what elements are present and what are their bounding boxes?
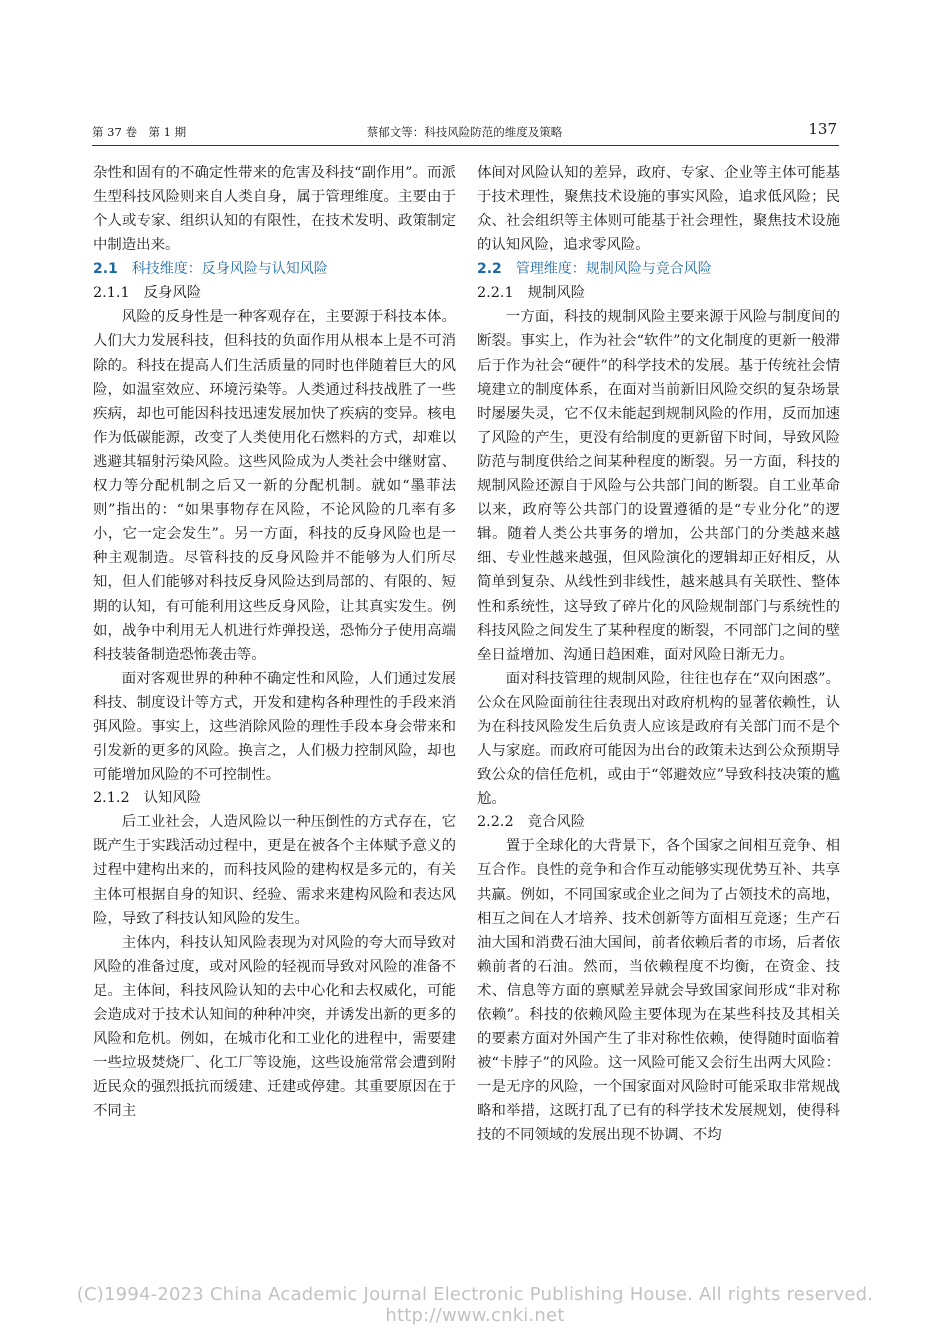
- subsection-number: 2.1.1: [93, 285, 130, 302]
- paragraph: 面对客观世界的种种不确定性和风险，人们通过发展科技、制度设计等方式，开发和建构各种理性的手段来消弭风险。事实上，这些消除风险的理性手段本身会带来和引发新的更多的风险。换言之，人们极力控制风险，却也可能增加风险的不可控制性。: [93, 670, 456, 784]
- page-header: [92, 122, 837, 142]
- left-column: [93, 161, 456, 1123]
- subsection-number: 2.1.2: [93, 790, 130, 807]
- subsection-number: 2.2.1: [477, 285, 514, 302]
- right-column: [477, 161, 840, 1148]
- volume-issue: 第 37 卷 第 1 期: [92, 125, 187, 139]
- subsection-heading-2-2-1: [477, 282, 840, 305]
- subsection-title: 认知风险: [143, 790, 202, 807]
- paragraph: 置于全球化的大背景下，各个国家之间相互竞争、相互合作。良性的竞争和合作互动能够实现优势互补、共享共赢。例如，不同国家或企业之间为了占领技术的高地，相互之间在人才培养、技术创新等方面相互竞逐；生产石油大国和消费石油大国间，前者依赖后者的市场，后者依赖前者的石油。然而，当依赖程度不均衡，在资金、技术、信息等方面的禀赋差异就会导致国家间形成“非对称依赖”。科技的依赖风险主要体现为在某些科技及其相关的要素方面对外国产生了非对称性依赖，使得随时面临着被“卡脖子”的风险。这一风险可能又会衍生出两大风险：一是无序的风险，一个国家面对风险时可能采取非常规战略和举措，这既打乱了已有的科学技术发展规划，使得科技的不同领域的发展出现不协调、不均: [477, 838, 840, 1144]
- subsection-number: 2.2.2: [477, 814, 514, 831]
- subsection-title: 规制风险: [527, 285, 586, 302]
- section-heading-2-2: [477, 257, 840, 282]
- page-number: 137: [808, 120, 837, 138]
- subsection-title: 竞合风险: [527, 814, 586, 831]
- paragraph: 一方面，科技的规制风险主要来源于风险与制度间的断裂。事实上，作为社会“软件”的文化制度的更新一般滞后于作为社会“硬件”的科学技术的发展。基于传统社会情境建立的制度体系，在面对当前新旧风险交织的复杂场景时屡屡失灵，它不仅未能起到规制风险的作用，反而加速了风险的产生，更没有给制度的更新留下时间，导致风险防范与制度供给之间某种程度的断裂。另一方面，科技的规制风险还源自于风险与公共部门间的断裂。自工业革命以来，政府等公共部门的设置遵循的是“专业分化”的逻辑。随着人类公共事务的增加，公共部门的分类越来越细、专业性越来越强，但风险演化的逻辑却正好相反，从简单到复杂、从线性到非线性，越来越具有关联性、整体性和系统性，这导致了碎片化的风险规制部门与系统性的科技风险之间发生了某种程度的断裂，不同部门之间的壁垒日益增加、沟通日趋困难，面对风险日渐无力。: [477, 309, 840, 663]
- paragraph: 主体内，科技认知风险表现为对风险的夸大而导致对风险的准备过度，或对风险的轻视而导致对风险的准备不足。主体间，科技风险认知的去中心化和去权威化，可能会造成对于技术认知间的种种冲突，并诱发出新的更多的风险和危机。例如，在城市化和工业化的进程中，需要建一些垃圾焚烧厂、化工厂等设施，这些设施常常会遭到附近民众的强烈抵抗而缓建、迁建或停建。其重要原因在于不同主: [93, 934, 456, 1120]
- paragraph: 后工业社会，人造风险以一种压倒性的方式存在，它既产生于实践活动过程中，更是在被各个主体赋予意义的过程中建构出来的，而科技风险的建构权是多元的，有关主体可根据自身的知识、经验、需求来建构风险和表达风险，导致了科技认知风险的发生。: [93, 814, 456, 927]
- subsection-heading-2-1-2: [93, 787, 456, 810]
- paragraph: 杂性和固有的不确定性带来的危害及科技“副作用”。而派生型科技风险则来自人类自身，属于管理维度。主要由于个人或专家、组织认知的有限性，在技术发明、政策制定中制造出来。: [93, 165, 456, 254]
- section-number: 2.1: [93, 261, 118, 278]
- copyright-watermark: (C)1994-2023 China Academic Journal Electronic Publishing House. All rights reserved. http://www.cnki.net: [76, 1284, 874, 1326]
- running-title: 蔡郁文等：科技风险防范的维度及策略: [366, 125, 563, 139]
- subsection-title: 反身风险: [143, 285, 202, 302]
- paragraph: 面对科技管理的规制风险，往往也存在“双向困惑”。公众在风险面前往往表现出对政府机构的显著依赖性，认为在科技风险发生后负责人应该是政府有关部门而不是个人与家庭。而政府可能因为出台的政策未达到公众预期导致公众的信任危机，或由于“邻避效应”导致科技决策的尴尬。: [477, 670, 840, 808]
- header-divider: [92, 145, 839, 146]
- paragraph: 风险的反身性是一种客观存在，主要源于科技本体。人们大力发展科技，但科技的负面作用从根本上是不可消除的。科技在提高人们生活质量的同时也伴随着巨大的风险，如温室效应、环境污染等。人类通过科技战胜了一些疾病，却也可能因科技迅速发展加快了疾病的变异。核电作为低碳能源，改变了人类使用化石燃料的方式，却难以逃避其辐射污染风险。这些风险成为人类社会中继财富、权力等分配机制之后又一新的分配机制。就如“墨菲法则”指出的：“如果事物存在风险，不论风险的几率有多小，它一定会发生”。另一方面，科技的反身风险也是一种主观制造。尽管科技的反身风险并不能够为人们所尽知，但人们能够对科技反身风险达到局部的、有限的、短期的认知，有可能利用这些反身风险，让其真实发生。例如，战争中利用无人机进行炸弹投送，恐怖分子使用高端科技装备制造恐怖袭击等。: [93, 309, 456, 663]
- section-number: 2.2: [477, 261, 502, 278]
- section-title: 管理维度：规制风险与竞合风险: [515, 261, 712, 278]
- subsection-heading-2-2-2: [477, 811, 840, 834]
- section-heading-2-1: [93, 257, 456, 282]
- section-title: 科技维度：反身风险与认知风险: [131, 261, 328, 278]
- paragraph: 体间对风险认知的差异，政府、专家、企业等主体可能基于技术理性，聚焦技术设施的事实风险，追求低风险；民众、社会组织等主体则可能基于社会理性，聚焦技术设施的认知风险，追求零风险。: [477, 165, 840, 254]
- subsection-heading-2-1-1: [93, 282, 456, 305]
